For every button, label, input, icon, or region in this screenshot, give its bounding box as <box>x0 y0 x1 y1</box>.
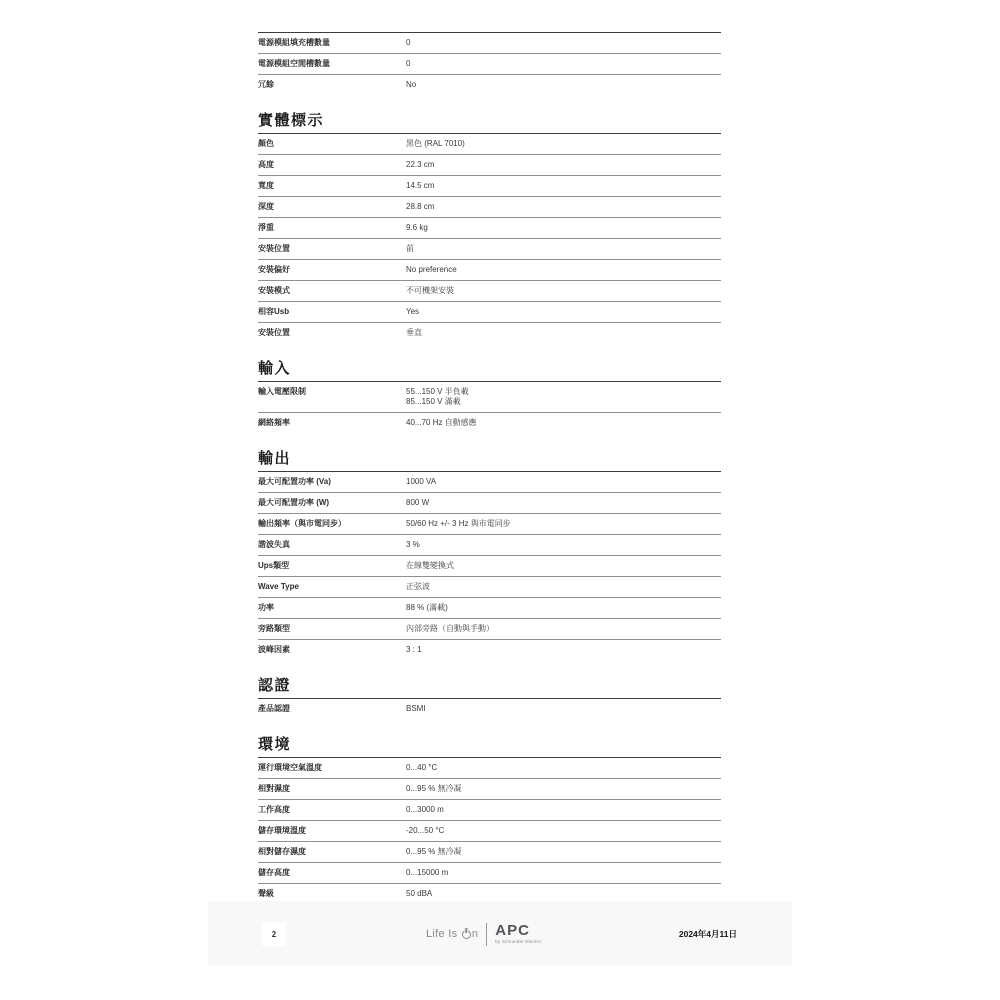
spec-value-line: 內部旁路（自動與手動） <box>406 624 494 633</box>
spec-label: 高度 <box>258 160 274 169</box>
spec-value <box>406 826 444 836</box>
spec-value-line: 0...40 °C <box>406 763 438 772</box>
spec-row <box>258 260 721 281</box>
spec-label: 諧波失真 <box>258 540 290 549</box>
spec-label: 聲級 <box>258 889 274 898</box>
spec-label: Wave Type <box>258 582 299 591</box>
spec-content <box>258 0 721 904</box>
spec-value <box>406 286 454 296</box>
logo-divider <box>486 923 487 946</box>
section-heading: 環境 <box>258 737 721 758</box>
spec-value-line: 50 dBA <box>406 889 433 898</box>
spec-row <box>258 493 721 514</box>
spec-value <box>406 38 410 48</box>
apc-logo-block <box>495 921 542 945</box>
life-is-on-wordmark <box>426 928 478 940</box>
spec-value <box>406 328 422 338</box>
spec-value-line: 在線雙變換式 <box>406 561 454 570</box>
spec-row <box>258 535 721 556</box>
spec-label: 最大可配置功率 (Va) <box>258 477 331 486</box>
spec-value-line: 14.5 cm <box>406 181 435 190</box>
spec-row <box>258 863 721 884</box>
apc-byline: by Schneider Electric <box>495 938 542 944</box>
spec-value-line: 3 : 1 <box>406 645 422 654</box>
spec-label: 淨重 <box>258 223 274 232</box>
page-number: 2 <box>262 922 286 946</box>
spec-label: 儲存高度 <box>258 868 290 877</box>
spec-label: 輸出頻率（與市電同步） <box>258 519 346 528</box>
life-is-on-text-prefix: Life Is <box>426 928 461 940</box>
spec-value-line: 1000 VA <box>406 477 437 486</box>
spec-value <box>406 805 444 815</box>
footer-date: 2024年4月11日 <box>678 929 737 939</box>
spec-label: 顏色 <box>258 139 274 148</box>
section-heading: 輸入 <box>258 361 721 382</box>
power-icon <box>462 930 471 939</box>
spec-row <box>258 413 721 433</box>
spec-value-line: 28.8 cm <box>406 202 435 211</box>
spec-table <box>258 472 721 660</box>
spec-table <box>258 134 721 343</box>
spec-row <box>258 619 721 640</box>
spec-value <box>406 624 494 634</box>
spec-value <box>406 202 434 212</box>
spec-value <box>406 540 420 550</box>
spec-value <box>406 704 426 714</box>
spec-value-line: 22.3 cm <box>406 160 435 169</box>
spec-value <box>406 139 465 149</box>
spec-value-line: 0...95 % 無冷凝 <box>406 784 462 793</box>
spec-row <box>258 54 721 75</box>
spec-value <box>406 477 436 487</box>
spec-value <box>406 645 422 655</box>
spec-value <box>406 307 419 317</box>
spec-value-line: 800 W <box>406 498 430 507</box>
spec-value <box>406 265 457 275</box>
spec-row <box>258 577 721 598</box>
spec-value <box>406 244 414 254</box>
spec-label: 安裝位置 <box>258 328 290 337</box>
brand-logo <box>426 917 542 951</box>
section-heading: 輸出 <box>258 451 721 472</box>
spec-value <box>406 868 448 878</box>
spec-label: 產品認證 <box>258 704 290 713</box>
spec-value-line: 0...3000 m <box>406 805 444 814</box>
spec-label: 輸入電壓限制 <box>258 387 306 396</box>
spec-label: 深度 <box>258 202 274 211</box>
spec-value-line: BSMI <box>406 704 426 713</box>
spec-row <box>258 197 721 218</box>
spec-table <box>258 32 721 95</box>
spec-row <box>258 218 721 239</box>
spec-label: 網絡頻率 <box>258 418 290 427</box>
spec-table <box>258 382 721 433</box>
spec-label: 工作高度 <box>258 805 290 814</box>
spec-table <box>258 699 721 719</box>
section-heading: 認證 <box>258 678 721 699</box>
spec-value-line: 前 <box>406 244 414 253</box>
spec-value-line: No preference <box>406 265 457 274</box>
spec-table <box>258 758 721 904</box>
spec-value-line: 黑色 (RAL 7010) <box>406 139 465 148</box>
spec-row <box>258 323 721 343</box>
spec-row <box>258 75 721 95</box>
spec-label: 安裝位置 <box>258 244 290 253</box>
spec-value <box>406 763 437 773</box>
spec-value <box>406 80 416 90</box>
section-heading: 實體標示 <box>258 113 721 134</box>
spec-value-line: 0...15000 m <box>406 868 449 877</box>
spec-row <box>258 281 721 302</box>
life-is-on-text-suffix: n <box>471 928 479 940</box>
spec-value-line: Yes <box>406 307 420 316</box>
spec-label: 運行環境空氣溫度 <box>258 763 322 772</box>
spec-value-line: -20...50 °C <box>406 826 445 835</box>
spec-label: 安裝偏好 <box>258 265 290 274</box>
spec-row <box>258 302 721 323</box>
spec-row <box>258 779 721 800</box>
spec-row <box>258 842 721 863</box>
spec-label: 冗餘 <box>258 80 274 89</box>
spec-label: Ups類型 <box>258 561 290 570</box>
spec-label: 電源模組填充槽數量 <box>258 38 330 47</box>
spec-row <box>258 640 721 660</box>
spec-row <box>258 699 721 719</box>
spec-label: 儲存環境溫度 <box>258 826 306 835</box>
spec-value <box>406 847 462 857</box>
spec-value-line: 50/60 Hz +/- 3 Hz 與市電同步 <box>406 519 511 528</box>
spec-row <box>258 821 721 842</box>
spec-value <box>406 784 462 794</box>
spec-value-line: 3 % <box>406 540 420 549</box>
spec-row <box>258 758 721 779</box>
spec-row <box>258 155 721 176</box>
spec-row <box>258 800 721 821</box>
footer <box>208 901 792 966</box>
spec-label: 功率 <box>258 603 274 612</box>
spec-value-line: 0 <box>406 38 411 47</box>
spec-label: 相對濕度 <box>258 784 290 793</box>
spec-label: 相對儲存濕度 <box>258 847 306 856</box>
apc-logo: APC <box>495 921 530 939</box>
spec-row <box>258 598 721 619</box>
spec-value <box>406 387 469 407</box>
spec-value <box>406 889 432 899</box>
spec-value-line: 不可機架安裝 <box>406 286 454 295</box>
spec-label: 電源模組空閒槽數量 <box>258 59 330 68</box>
spec-label: 波峰因素 <box>258 645 290 654</box>
spec-value-line: 55...150 V 半負載 <box>406 387 469 396</box>
spec-label: 旁路類型 <box>258 624 290 633</box>
spec-value <box>406 181 434 191</box>
spec-value-line: 0 <box>406 59 411 68</box>
spec-value-line: No <box>406 80 417 89</box>
spec-value <box>406 603 448 613</box>
spec-label: 最大可配置功率 (W) <box>258 498 330 507</box>
spec-value-line: 85...150 V 滿載 <box>406 397 461 406</box>
spec-value <box>406 561 454 571</box>
spec-row <box>258 472 721 493</box>
spec-row <box>258 176 721 197</box>
spec-value <box>406 498 429 508</box>
spec-row <box>258 33 721 54</box>
spec-value <box>406 59 410 69</box>
spec-row <box>258 382 721 413</box>
spec-value-line: 40...70 Hz 自動感應 <box>406 418 477 427</box>
spec-value <box>406 223 428 233</box>
spec-row <box>258 514 721 535</box>
spec-row <box>258 134 721 155</box>
spec-value-line: 88 % (滿載) <box>406 603 448 612</box>
spec-value <box>406 582 430 592</box>
spec-label: 寬度 <box>258 181 274 190</box>
spec-label: 相容Usb <box>258 307 290 316</box>
spec-value-line: 垂直 <box>406 328 422 337</box>
spec-row <box>258 556 721 577</box>
spec-value-line: 正弦波 <box>406 582 430 591</box>
spec-value <box>406 519 511 529</box>
spec-label: 安裝模式 <box>258 286 290 295</box>
spec-row <box>258 239 721 260</box>
spec-value-line: 9.6 kg <box>406 223 428 232</box>
spec-value-line: 0...95 % 無冷凝 <box>406 847 462 856</box>
spec-value <box>406 160 434 170</box>
spec-value <box>406 418 477 428</box>
